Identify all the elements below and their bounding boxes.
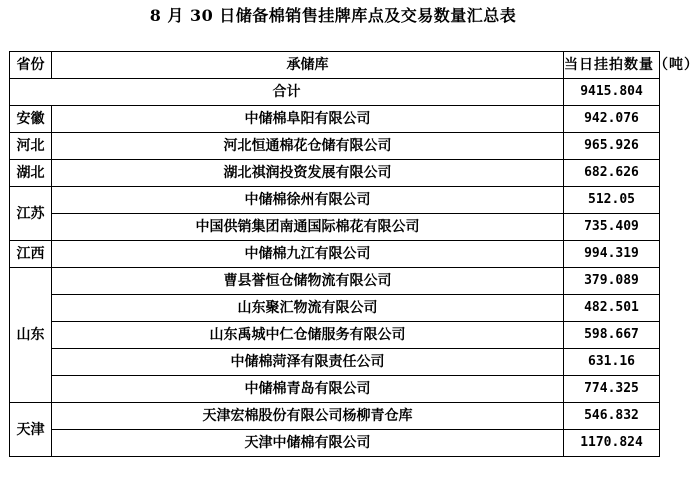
table-row [10,160,660,187]
quantity-cell: 631.16 [564,349,660,376]
header-province: 省份 [10,52,52,79]
province-cell: 湖北 [10,160,52,187]
quantity-cell: 1170.824 [564,430,660,457]
quantity-cell: 512.05 [564,187,660,214]
quantity-cell: 379.089 [564,268,660,295]
table-row [10,187,660,214]
quantity-cell: 735.409 [564,214,660,241]
table-row [10,376,660,403]
table-row [10,106,660,133]
province-cell: 天津 [10,403,52,457]
quantity-cell: 546.832 [564,403,660,430]
province-cell: 河北 [10,133,52,160]
warehouse-cell: 中储棉青岛有限公司 [52,376,564,403]
page-title: 8 月 30 日储备棉销售挂牌库点及交易数量汇总表 [149,6,517,25]
warehouse-cell: 中储棉徐州有限公司 [52,187,564,214]
table-row [10,322,660,349]
quantity-cell: 994.319 [564,241,660,268]
header-warehouse: 承储库 [52,52,564,79]
summary-table [9,51,699,457]
table-row [10,133,660,160]
table-row [10,403,660,430]
quantity-cell: 965.926 [564,133,660,160]
province-cell: 江苏 [10,187,52,241]
warehouse-cell: 中储棉九江有限公司 [52,241,564,268]
total-value: 9415.804 [564,79,660,106]
table-row [10,268,660,295]
warehouse-cell: 山东禹城中仁仓储服务有限公司 [52,322,564,349]
warehouse-cell: 河北恒通棉花仓储有限公司 [52,133,564,160]
warehouse-cell: 曹县誉恒仓储物流有限公司 [52,268,564,295]
quantity-cell: 482.501 [564,295,660,322]
quantity-cell: 682.626 [564,160,660,187]
table-row [10,430,660,457]
total-label: 合计 [10,79,564,106]
table-row [10,349,660,376]
province-cell: 安徽 [10,106,52,133]
warehouse-cell: 天津中储棉有限公司 [52,430,564,457]
total-row [10,79,660,106]
header-row [10,52,660,79]
quantity-cell: 942.076 [564,106,660,133]
quantity-cell: 598.667 [564,322,660,349]
table-row [10,214,660,241]
header-quantity: 当日挂拍数量（吨） [564,52,660,79]
province-cell: 江西 [10,241,52,268]
province-cell: 山东 [10,268,52,403]
warehouse-cell: 天津宏棉股份有限公司杨柳青仓库 [52,403,564,430]
warehouse-cell: 中储棉阜阳有限公司 [52,106,564,133]
warehouse-cell: 湖北祺润投资发展有限公司 [52,160,564,187]
warehouse-cell: 中储棉菏泽有限责任公司 [52,349,564,376]
warehouse-cell: 山东聚汇物流有限公司 [52,295,564,322]
warehouse-cell: 中国供销集团南通国际棉花有限公司 [52,214,564,241]
quantity-cell: 774.325 [564,376,660,403]
table-row [10,241,660,268]
table-row [10,295,660,322]
